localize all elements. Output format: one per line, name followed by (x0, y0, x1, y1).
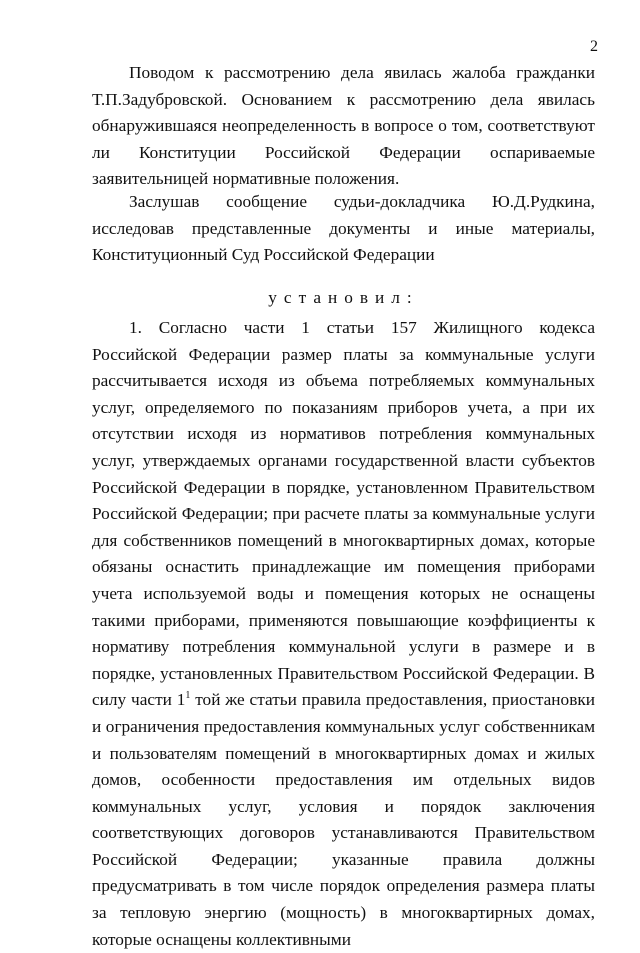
page-number: 2 (590, 38, 598, 55)
paragraph-grounds (92, 60, 595, 193)
section-heading-ustanovil: установил: (268, 288, 419, 307)
paragraph-text: Поводом к рассмотрению дела явилась жалоба гражданки Т.П.Задубровской. Основанием к рассмотрению дела явилась обнаружившаяся неопределенность в вопросе о том, соответствуют ли Конституции Российской Федерации оспариваемые заявительницей нормативные положения. (92, 63, 595, 189)
paragraph-section-1 (92, 315, 595, 953)
paragraph-text-part: 1. Согласно части 1 статьи 157 Жилищного кодекса Российской Федерации размер платы за коммунальные услуги рассчитывается исходя из объема потребляемых коммунальных услуг, определяемого по показаниям приборов учета, а при их отсутствии исходя из нормативов потребления коммунальных услуг, утверждаемых органами государственной власти субъектов Российской Федерации в порядке, установленном Правительством Российской Федерации; при расчете платы за коммунальные услуги для собственников помещений в многоквартирных домах, которые обязаны оснастить принадлежащие им помещения приборами учета используемой воды и помещения которых не оснащены такими приборами, применяются повышающие коэффициенты к нормативу потребления коммунальной услуги в размере и в порядке, установленных Правительством Российской Федерации. В силу части 1 (92, 318, 595, 710)
superscript-marker: 1 (185, 690, 191, 702)
paragraph-text-part: той же статьи правила предоставления, приостановки и ограничения предоставления коммунальных услуг собственникам и пользователям помещений в многоквартирных домах и жилых домов, особенности предоставления им отдельных видов коммунальных услуг, условия и порядок заключения соответствующих договоров устанавливаются Правительством Российской Федерации; указанные правила должны предусматривать в том числе порядок определения размера платы за тепловую энергию (мощность) в многоквартирных домах, которые оснащены коллективными (92, 690, 595, 949)
paragraph-hearing (92, 189, 595, 269)
paragraph-text (92, 315, 595, 953)
paragraph-text: Заслушав сообщение судьи-докладчика Ю.Д.Рудкина, исследовав представленные документы и иные материалы, Конституционный Суд Российской Федерации (92, 192, 595, 265)
